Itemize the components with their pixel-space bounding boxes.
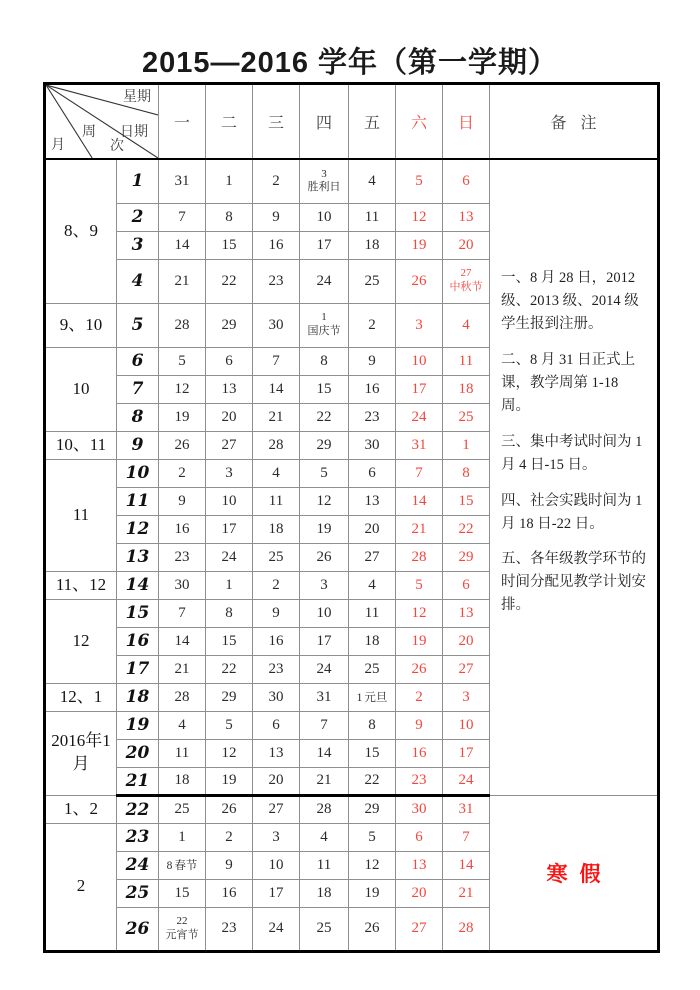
week-number: 15 [117,599,159,627]
date-cell: 10 [300,203,349,231]
week-number: 25 [117,879,159,907]
date-cell: 7 [443,823,490,851]
date-cell: 18 [443,375,490,403]
date-cell: 28 [159,303,206,347]
date-cell: 7 [159,203,206,231]
date-cell: 25 [349,259,396,303]
date-cell: 11 [349,599,396,627]
date-cell: 2 [253,571,300,599]
date-cell: 26 [396,259,443,303]
date-cell: 14 [443,851,490,879]
date-cell: 5 [159,347,206,375]
date-cell: 1 [443,431,490,459]
date-cell: 18 [159,767,206,795]
date-cell: 6 [206,347,253,375]
week-number: 7 [117,375,159,403]
date-cell: 12 [300,487,349,515]
date-cell: 9 [253,203,300,231]
date-cell: 25 [443,403,490,431]
week-number: 6 [117,347,159,375]
date-cell: 5 [206,711,253,739]
date-cell: 4 [443,303,490,347]
date-number: 3 [321,167,327,180]
date-cell: 7 [300,711,349,739]
date-cell: 29 [206,303,253,347]
week-number: 16 [117,627,159,655]
date-cell: 28 [253,431,300,459]
date-cell: 6 [443,159,490,203]
week-number: 12 [117,515,159,543]
date-cell: 19 [159,403,206,431]
week-number: 18 [117,683,159,711]
date-cell: 14 [159,231,206,259]
date-cell: 20 [396,879,443,907]
month-label: 1、2 [45,795,117,823]
date-cell: 3 [206,459,253,487]
date-cell: 19 [396,627,443,655]
date-cell: 28 [300,795,349,823]
date-cell: 26 [349,907,396,951]
week-number: 20 [117,739,159,767]
date-cell: 4 [300,823,349,851]
date-cell: 25 [349,655,396,683]
date-cell: 29 [349,795,396,823]
date-cell: 19 [206,767,253,795]
date-cell [300,303,349,347]
date-cell: 26 [206,795,253,823]
date-cell: 28 [443,907,490,951]
date-cell: 29 [443,543,490,571]
week-number: 14 [117,571,159,599]
date-cell: 2 [349,303,396,347]
date-cell: 4 [159,711,206,739]
date-number: 8 [166,859,173,872]
month-label: 8、9 [45,159,117,303]
date-cell: 4 [349,571,396,599]
date-cell: 10 [253,851,300,879]
date-cell: 5 [396,159,443,203]
date-cell: 5 [349,823,396,851]
date-cell: 30 [253,683,300,711]
date-cell: 22 [443,515,490,543]
date-cell: 23 [349,403,396,431]
week-number: 19 [117,711,159,739]
date-cell: 23 [253,655,300,683]
date-cell: 13 [253,739,300,767]
date-cell: 1 [206,159,253,203]
date-cell: 9 [396,711,443,739]
week-row [45,795,659,823]
corner-label-weekday: 星期 [123,90,151,105]
date-cell: 10 [443,711,490,739]
date-cell: 31 [443,795,490,823]
remarks-header: 备注 [490,84,659,160]
date-cell: 21 [396,515,443,543]
corner-label-ci: 次 [110,139,124,154]
date-cell: 11 [159,739,206,767]
date-cell: 26 [396,655,443,683]
date-cell: 31 [159,159,206,203]
date-cell: 21 [159,259,206,303]
date-cell: 15 [206,231,253,259]
date-cell: 16 [349,375,396,403]
week-number: 1 [117,159,159,203]
date-cell: 26 [159,431,206,459]
date-cell: 12 [159,375,206,403]
date-cell: 27 [396,907,443,951]
day-header-tue: 二 [206,84,253,160]
date-cell: 18 [349,627,396,655]
month-label: 9、10 [45,303,117,347]
date-cell: 16 [253,231,300,259]
date-cell: 3 [300,571,349,599]
date-cell: 2 [396,683,443,711]
date-cell: 6 [253,711,300,739]
week-number: 9 [117,431,159,459]
date-cell: 17 [300,231,349,259]
date-cell: 19 [349,879,396,907]
date-cell: 13 [396,851,443,879]
week-number: 10 [117,459,159,487]
date-cell: 24 [300,655,349,683]
date-cell: 21 [159,655,206,683]
month-label: 2016年1月 [45,711,117,795]
date-cell [159,907,206,951]
date-cell: 17 [443,739,490,767]
week-number: 26 [117,907,159,951]
week-number: 21 [117,767,159,795]
date-cell: 16 [396,739,443,767]
week-number: 2 [117,203,159,231]
date-number: 27 [460,267,472,280]
date-cell: 3 [396,303,443,347]
date-cell: 22 [300,403,349,431]
date-cell: 11 [253,487,300,515]
corner-header-cell [45,84,159,160]
date-cell: 5 [396,571,443,599]
corner-label-week: 周 [82,125,96,140]
date-cell: 14 [159,627,206,655]
date-cell: 23 [159,543,206,571]
date-cell: 2 [253,159,300,203]
month-label: 10、11 [45,431,117,459]
date-cell: 10 [300,599,349,627]
corner-label-month: 月 [51,138,65,153]
date-cell: 3 [253,823,300,851]
date-cell: 23 [253,259,300,303]
date-cell: 24 [443,767,490,795]
day-header-sun: 日 [443,84,490,160]
week-number: 5 [117,303,159,347]
date-cell: 6 [349,459,396,487]
date-number: 1 [321,311,327,324]
date-cell: 27 [443,655,490,683]
week-number: 23 [117,823,159,851]
date-cell: 14 [300,739,349,767]
page-title: 2015—2016 学年（第一学期） [141,47,559,79]
date-cell: 13 [206,375,253,403]
date-cell: 15 [159,879,206,907]
date-cell: 20 [349,515,396,543]
date-cell: 7 [159,599,206,627]
holiday-label: 春节 [174,859,198,872]
week-number: 4 [117,259,159,303]
day-header-mon: 一 [159,84,206,160]
holiday-label: 元宵节 [165,928,199,941]
date-cell: 30 [349,431,396,459]
date-cell: 12 [396,203,443,231]
remark-note: 三、集中考试时间为 1 月 4 日-15 日。 [501,433,643,473]
date-cell: 29 [206,683,253,711]
corner-label-date: 日期 [120,125,148,140]
date-cell: 8 [206,203,253,231]
date-cell: 24 [253,907,300,951]
date-cell: 20 [206,403,253,431]
date-cell: 8 [349,711,396,739]
date-cell: 28 [396,543,443,571]
date-cell: 11 [300,851,349,879]
week-number: 11 [117,487,159,515]
date-cell: 17 [253,879,300,907]
date-cell: 20 [253,767,300,795]
day-header-wed: 三 [253,84,300,160]
date-cell: 24 [396,403,443,431]
date-cell: 25 [253,543,300,571]
date-cell: 24 [300,259,349,303]
month-label: 10 [45,347,117,431]
date-cell: 6 [443,571,490,599]
date-cell: 27 [206,431,253,459]
date-cell: 2 [159,459,206,487]
date-cell: 18 [300,879,349,907]
date-cell: 24 [206,543,253,571]
week-number: 8 [117,403,159,431]
date-cell: 12 [396,599,443,627]
date-cell: 20 [443,627,490,655]
date-cell: 27 [253,795,300,823]
remark-note: 一、8 月 28 日，2012 级、2013 级、2014 级学生报到注册。 [501,270,639,333]
date-cell: 21 [253,403,300,431]
remarks-notes [490,159,659,795]
date-number: 1 [356,691,363,704]
date-cell: 13 [443,599,490,627]
date-cell: 11 [443,347,490,375]
date-cell: 18 [349,231,396,259]
date-cell: 16 [206,879,253,907]
date-cell: 30 [159,571,206,599]
holiday-label: 胜利日 [307,181,341,194]
month-label: 12 [45,599,117,683]
date-cell: 22 [206,655,253,683]
date-cell: 20 [443,231,490,259]
header-row [45,84,659,160]
holiday-label: 国庆节 [307,325,341,337]
date-cell: 8 [206,599,253,627]
date-cell: 12 [206,739,253,767]
date-cell: 1 [159,823,206,851]
date-cell: 14 [253,375,300,403]
month-label: 11、12 [45,571,117,599]
holiday-label: 中秋节 [449,281,483,293]
day-header-thu: 四 [300,84,349,160]
date-cell: 21 [443,879,490,907]
date-cell: 30 [253,303,300,347]
date-cell: 9 [253,599,300,627]
date-cell: 9 [159,487,206,515]
date-cell: 26 [300,543,349,571]
day-header-fri: 五 [349,84,396,160]
date-cell: 29 [300,431,349,459]
date-cell: 22 [206,259,253,303]
date-cell: 28 [159,683,206,711]
date-cell: 25 [159,795,206,823]
date-cell: 13 [349,487,396,515]
date-cell: 16 [159,515,206,543]
month-label: 11 [45,459,117,571]
date-cell [159,851,206,879]
month-label: 2 [45,823,117,951]
date-cell: 14 [396,487,443,515]
date-cell: 7 [396,459,443,487]
date-cell: 7 [253,347,300,375]
date-cell: 11 [349,203,396,231]
date-cell: 2 [206,823,253,851]
date-cell: 27 [349,543,396,571]
date-cell: 15 [349,739,396,767]
date-cell: 19 [300,515,349,543]
date-cell [349,683,396,711]
date-cell: 19 [396,231,443,259]
date-cell: 8 [443,459,490,487]
date-cell: 18 [253,515,300,543]
date-cell: 1 [206,571,253,599]
date-cell: 17 [206,515,253,543]
day-header-sat: 六 [396,84,443,160]
week-number: 22 [117,795,159,823]
date-cell: 13 [443,203,490,231]
date-cell: 10 [396,347,443,375]
date-cell: 5 [300,459,349,487]
date-cell: 17 [300,627,349,655]
date-number: 22 [176,914,188,927]
date-cell: 3 [443,683,490,711]
date-cell: 30 [396,795,443,823]
date-cell [300,159,349,203]
date-cell: 23 [396,767,443,795]
date-cell: 31 [300,683,349,711]
holiday-label: 元旦 [364,691,388,704]
remark-note: 五、各年级教学环节的时间分配见教学计划安排。 [501,551,646,614]
date-cell: 15 [300,375,349,403]
date-cell: 12 [349,851,396,879]
date-cell: 21 [300,767,349,795]
date-cell [443,259,490,303]
calendar-body [45,159,659,951]
week-number: 24 [117,851,159,879]
date-cell: 16 [253,627,300,655]
date-cell: 22 [349,767,396,795]
date-cell: 4 [349,159,396,203]
date-cell: 6 [396,823,443,851]
date-cell: 10 [206,487,253,515]
week-number: 3 [117,231,159,259]
date-cell: 17 [396,375,443,403]
date-cell: 15 [206,627,253,655]
date-cell: 15 [443,487,490,515]
date-cell: 9 [206,851,253,879]
date-cell: 23 [206,907,253,951]
remark-note: 四、社会实践时间为 1 月 18 日-22 日。 [501,492,643,532]
date-cell: 8 [300,347,349,375]
month-label: 12、1 [45,683,117,711]
date-cell: 25 [300,907,349,951]
date-cell: 9 [349,347,396,375]
week-number: 17 [117,655,159,683]
winter-vacation-label: 寒假 [490,795,659,951]
date-cell: 4 [253,459,300,487]
date-cell: 31 [396,431,443,459]
week-number: 13 [117,543,159,571]
remark-note: 二、8 月 31 日正式上课，教学周第 1-18 周。 [501,352,636,414]
calendar-table [43,82,660,953]
week-row [45,159,659,203]
